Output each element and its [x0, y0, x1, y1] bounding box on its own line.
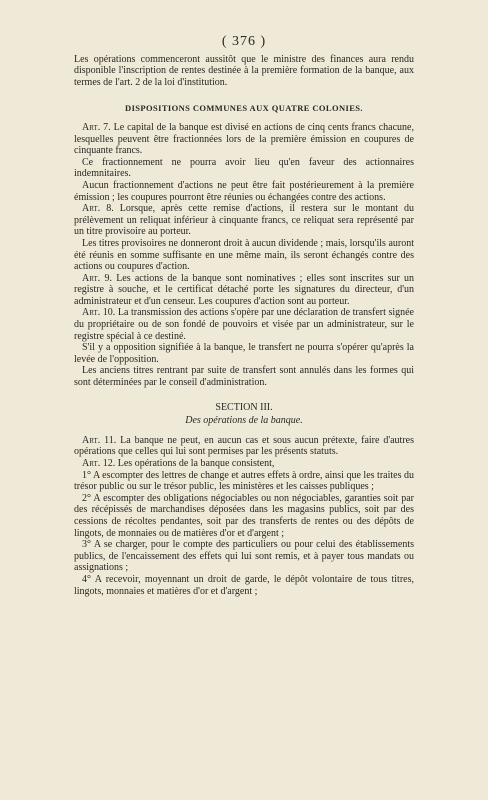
article-number: Art. 10.	[82, 307, 116, 319]
paragraph	[74, 180, 414, 203]
paragraph	[74, 273, 414, 308]
paragraph	[74, 539, 414, 574]
paragraph-text: Aucun fractionnement d'actions ne peut être fait postérieurement à la première émission ; les coupures pourront être réunies ou échangées contre des actions.	[74, 179, 414, 203]
paragraph	[74, 365, 414, 388]
article-number: Art. 11.	[82, 434, 117, 446]
paragraph	[74, 157, 414, 180]
article-number: Art. 9.	[82, 272, 112, 284]
paragraph-text: La banque ne peut, en aucun cas et sous aucun prétexte, faire d'autres opérations que celles qui lui sont permises par les présents statuts.	[74, 434, 414, 458]
article-number: Art. 7.	[82, 121, 111, 133]
paragraph-text: Les opérations de la banque consistent,	[115, 458, 275, 469]
section-heading: DISPOSITIONS COMMUNES AUX QUATRE COLONIES.	[125, 103, 363, 114]
paragraph-text: Le capital de la banque est divisé en actions de cinq cents francs chacune, lesquelles peuvent être fractionnées lors de la première émission en coupures de cinquante francs.	[74, 121, 414, 157]
page-content	[74, 36, 414, 597]
paragraph-text: Les actions de la banque sont nominatives ; elles sont inscrites sur un registre à souche, et le certificat détaché porte les signatures du directeur, d'un administrateur et d'un censeur. Les coupures d'action sont au porteur.	[74, 272, 414, 307]
section-title: SECTION III.	[215, 401, 273, 413]
paragraph-text: Lorsque, après cette remise d'actions, il restera sur le montant du prélèvement un reliquat inférieur à cinquante francs, ce reliquat sera représenté par un titre provisoire au porteur.	[74, 203, 415, 238]
paragraph-text: 4° A recevoir, moyennant un droit de garde, le dépôt volontaire de tous titres, lingots, monnaies et matières d'or et d'argent ;	[74, 573, 414, 597]
page-number: ( 376 )	[221, 34, 267, 49]
paragraph-text: Les anciens titres rentrant par suite de transfert sont annulés dans les formes qui sont déterminées par le conseil d'administration.	[74, 365, 414, 389]
paragraph-text: Ce fractionnement ne pourra avoir lieu qu'en faveur des actionnaires indemnitaires.	[74, 156, 414, 180]
paragraph	[74, 458, 414, 470]
paragraph	[74, 342, 414, 365]
paragraph	[74, 122, 414, 157]
paragraph-text: 2° A escompter des obligations négociables ou non négociables, garanties soit par des récépissés de marchandises déposées dans les magasins publics, soit par des cessions de récoltes pendantes, soit par des transferts de rentes ou des dépôts de lingots, de monnaies ou de matières d'or et d'argent ;	[74, 492, 414, 539]
paragraph	[74, 238, 414, 273]
section-subtitle: Des opérations de la banque.	[185, 415, 303, 427]
paragraph-text: 1° A escompter des lettres de change et autres effets à ordre, ainsi que les traites du trésor public ou sur le trésor public, les ministères et les caisses publiques ;	[74, 469, 414, 493]
paragraph	[74, 493, 414, 539]
article-number: Art. 8.	[82, 203, 114, 215]
paragraph	[74, 435, 414, 458]
paragraph	[74, 203, 414, 238]
articles-group-operations	[74, 435, 414, 597]
paragraph	[74, 574, 414, 597]
paragraph	[74, 307, 414, 342]
paragraph-text: 3° A se charger, pour le compte des particuliers ou pour celui des établissements publics, de l'encaissement des effets qui lui sont remis, et à payer tous mandats ou assignations ;	[74, 539, 414, 574]
intro-paragraph: Les opérations commenceront aussitôt que le ministre des finances aura rendu disponible l'inscription de rentes destinée à la première formation de la banque, aux termes de l'art. 2 de la loi d'institution.	[74, 53, 414, 88]
paragraph-text: La transmission des actions s'opère par une déclaration de transfert signée du propriétaire ou de son fondé de pouvoirs et visée par un administrateur, sur le registre spécial à ce destiné.	[74, 307, 414, 342]
article-number: Art. 12.	[82, 458, 116, 469]
articles-group-common	[74, 122, 414, 389]
paragraph	[74, 470, 414, 493]
paragraph-text: S'il y a opposition signifiée à la banque, le transfert ne pourra s'opérer qu'après la levée de l'opposition.	[74, 342, 414, 365]
paragraph-text: Les titres provisoires ne donneront droit à aucun dividende ; mais, lorsqu'ils auront été réunis en somme suffisante en une même main, ils seront échangés contre des actions ou coupures d'action.	[74, 237, 414, 273]
